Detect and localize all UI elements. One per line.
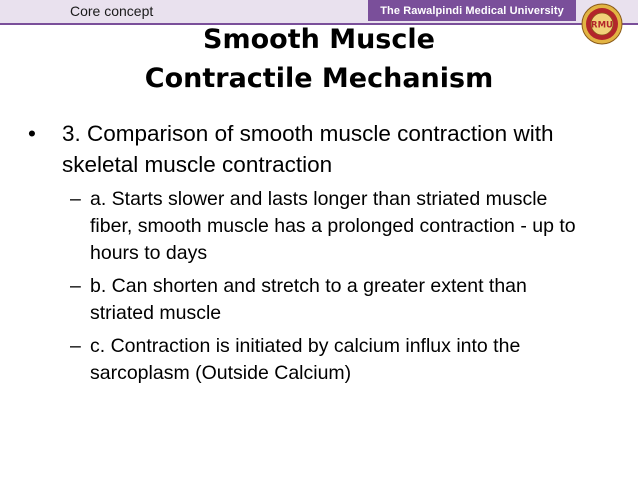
sub-bullet-text: b. Can shorten and stretch to a greater extent than striated muscle bbox=[90, 275, 527, 324]
title-line-2: Contractile Mechanism bbox=[144, 63, 494, 94]
sub-bullet-item bbox=[70, 273, 580, 327]
institution-banner: The Rawalpindi Medical University bbox=[368, 0, 576, 21]
title-line-1: Smooth Muscle bbox=[203, 24, 435, 55]
dash-marker: – bbox=[70, 335, 81, 357]
sub-bullet-item bbox=[70, 333, 580, 387]
sub-bullet-text: c. Contraction is initiated by calcium influx into the sarcoplasm (Outside Calcium) bbox=[90, 335, 521, 384]
sub-bullet-item bbox=[70, 186, 580, 267]
sub-bullet-text: a. Starts slower and lasts longer than striated muscle fiber, smooth muscle has a prolonged contraction - up to hours to days bbox=[90, 188, 576, 264]
logo-monogram: RMU bbox=[591, 20, 613, 31]
dash-marker: – bbox=[70, 188, 81, 210]
dash-marker: – bbox=[70, 275, 81, 297]
bullet-item bbox=[26, 118, 626, 180]
core-concept-label: Core concept bbox=[70, 3, 154, 19]
slide-body bbox=[26, 118, 626, 393]
bullet-marker: • bbox=[28, 121, 36, 146]
bullet-text: 3. Comparison of smooth muscle contraction with skeletal muscle contraction bbox=[62, 121, 554, 177]
slide-title bbox=[0, 20, 638, 98]
